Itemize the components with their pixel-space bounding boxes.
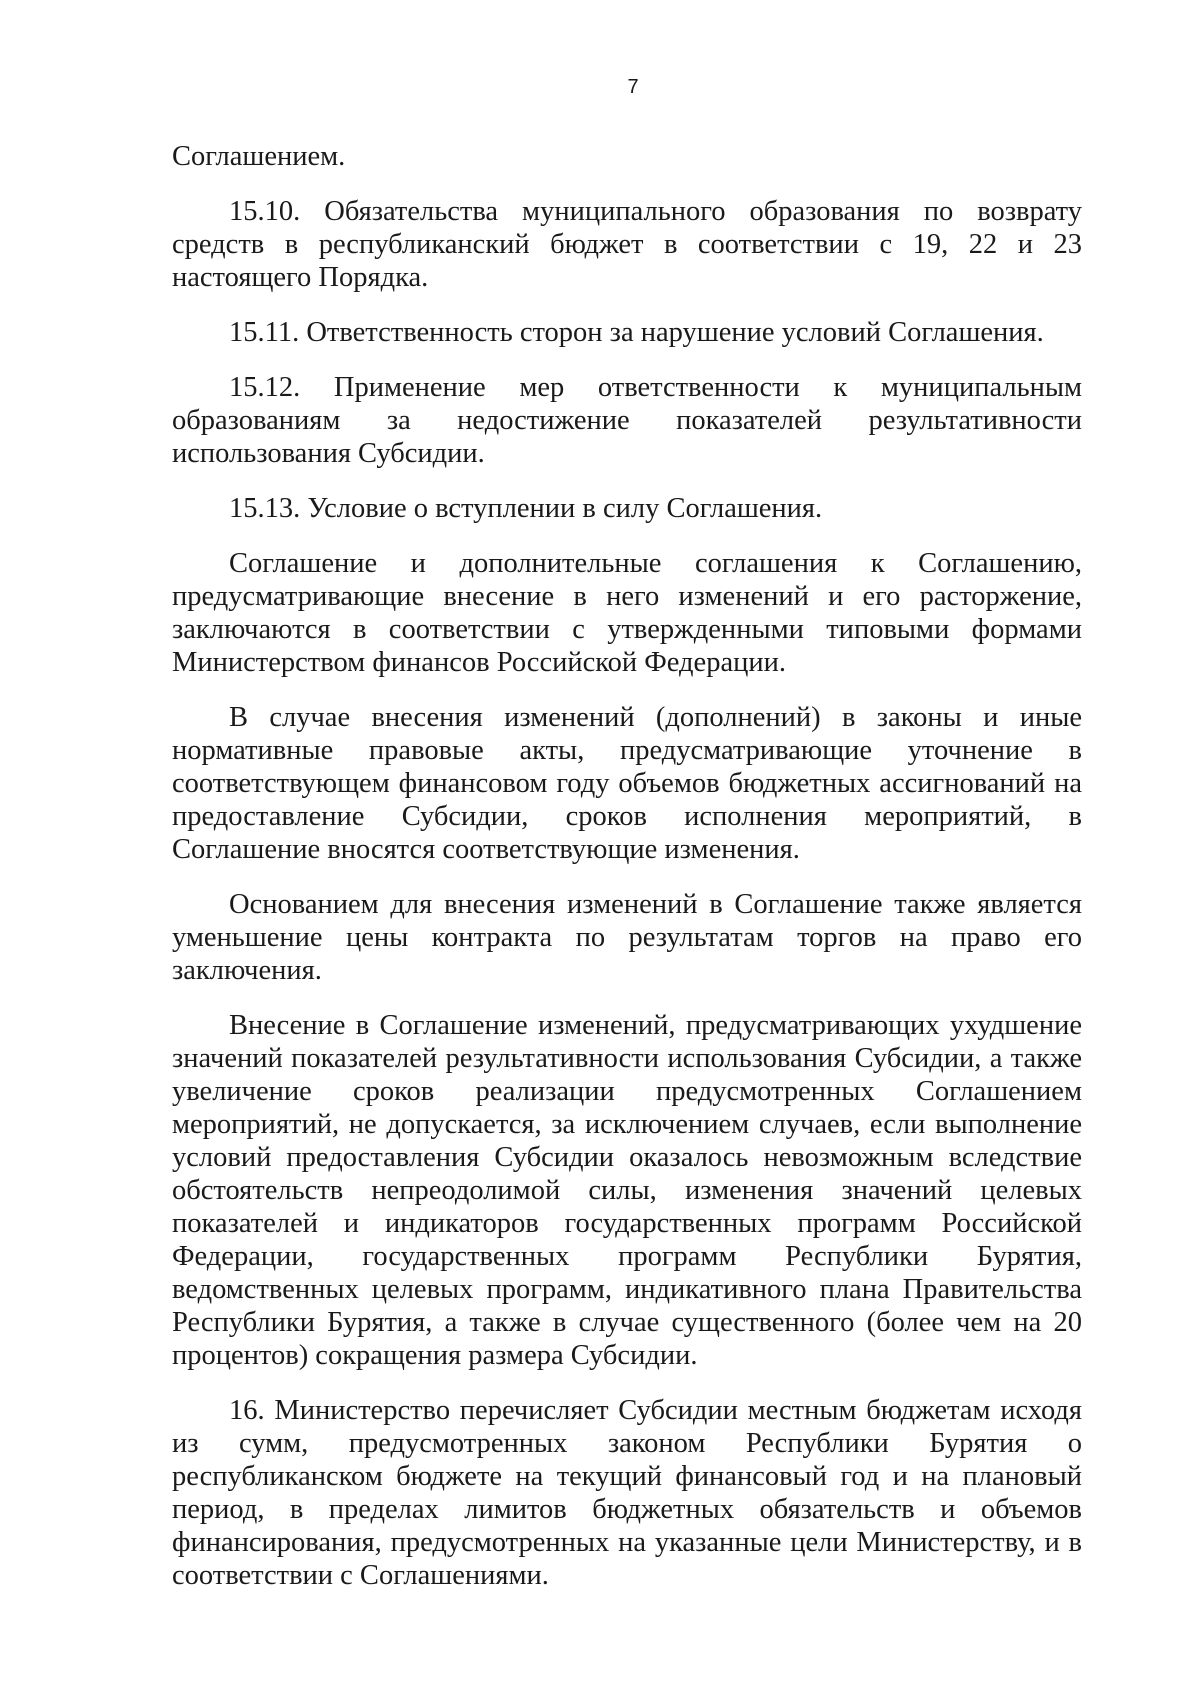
paragraph: Внесение в Соглашение изменений, предусматривающих ухудшение значений показателей результативности использования Субсидии, а также увеличение сроков реализации предусмотренных Соглашением мероприятий, не допускается, за исключением случаев, если выполнение условий предоставления Субсидии оказалось невозможным вследствие обстоятельств непреодолимой силы, изменения значений целевых показателей и индикаторов государственных программ Российской Федерации, государственных программ Республики Бурятия, ведомственных целевых программ, индикативного плана Правительства Республики Бурятия, а также в случае существенного (более чем на 20 процентов) сокращения размера Субсидии. — [172, 1010, 1082, 1371]
document-body — [172, 140, 1082, 1614]
paragraph: 15.10. Обязательства муниципального образования по возврату средств в республиканский бюджет в соответствии с 19, 22 и 23 настоящего Порядка. — [172, 196, 1082, 293]
paragraph: Соглашением. — [172, 141, 346, 172]
paragraph: 15.12. Применение мер ответственности к муниципальным образованиям за недостижение показателей результативности использования Субсидии. — [172, 372, 1082, 469]
paragraph: 16. Министерство перечисляет Субсидии местным бюджетам исходя из сумм, предусмотренных законом Республики Бурятия о республиканском бюджете на текущий финансовый год и на плановый период, в пределах лимитов бюджетных обязательств и объемов финансирования, предусмотренных на указанные цели Министерству, и в соответствии с Соглашениями. — [172, 1395, 1082, 1591]
page-number: 7 — [627, 76, 639, 98]
paragraph: Основанием для внесения изменений в Соглашение также является уменьшение цены контракта по результатам торгов на право его заключения. — [172, 889, 1082, 986]
paragraph: 15.11. Ответственность сторон за нарушение условий Соглашения. — [229, 317, 1044, 348]
paragraph: Соглашение и дополнительные соглашения к Соглашению, предусматривающие внесение в него изменений и его расторжение, заключаются в соответствии с утвержденными типовыми формами Министерством финансов Российской Федерации. — [172, 548, 1082, 678]
paragraph: В случае внесения изменений (дополнений) в законы и иные нормативные правовые акты, предусматривающие уточнение в соответствующем финансовом году объемов бюджетных ассигнований на предоставление Субсидии, сроков исполнения мероприятий, в Соглашение вносятся соответствующие изменения. — [172, 702, 1082, 865]
paragraph: 15.13. Условие о вступлении в силу Соглашения. — [229, 493, 823, 524]
